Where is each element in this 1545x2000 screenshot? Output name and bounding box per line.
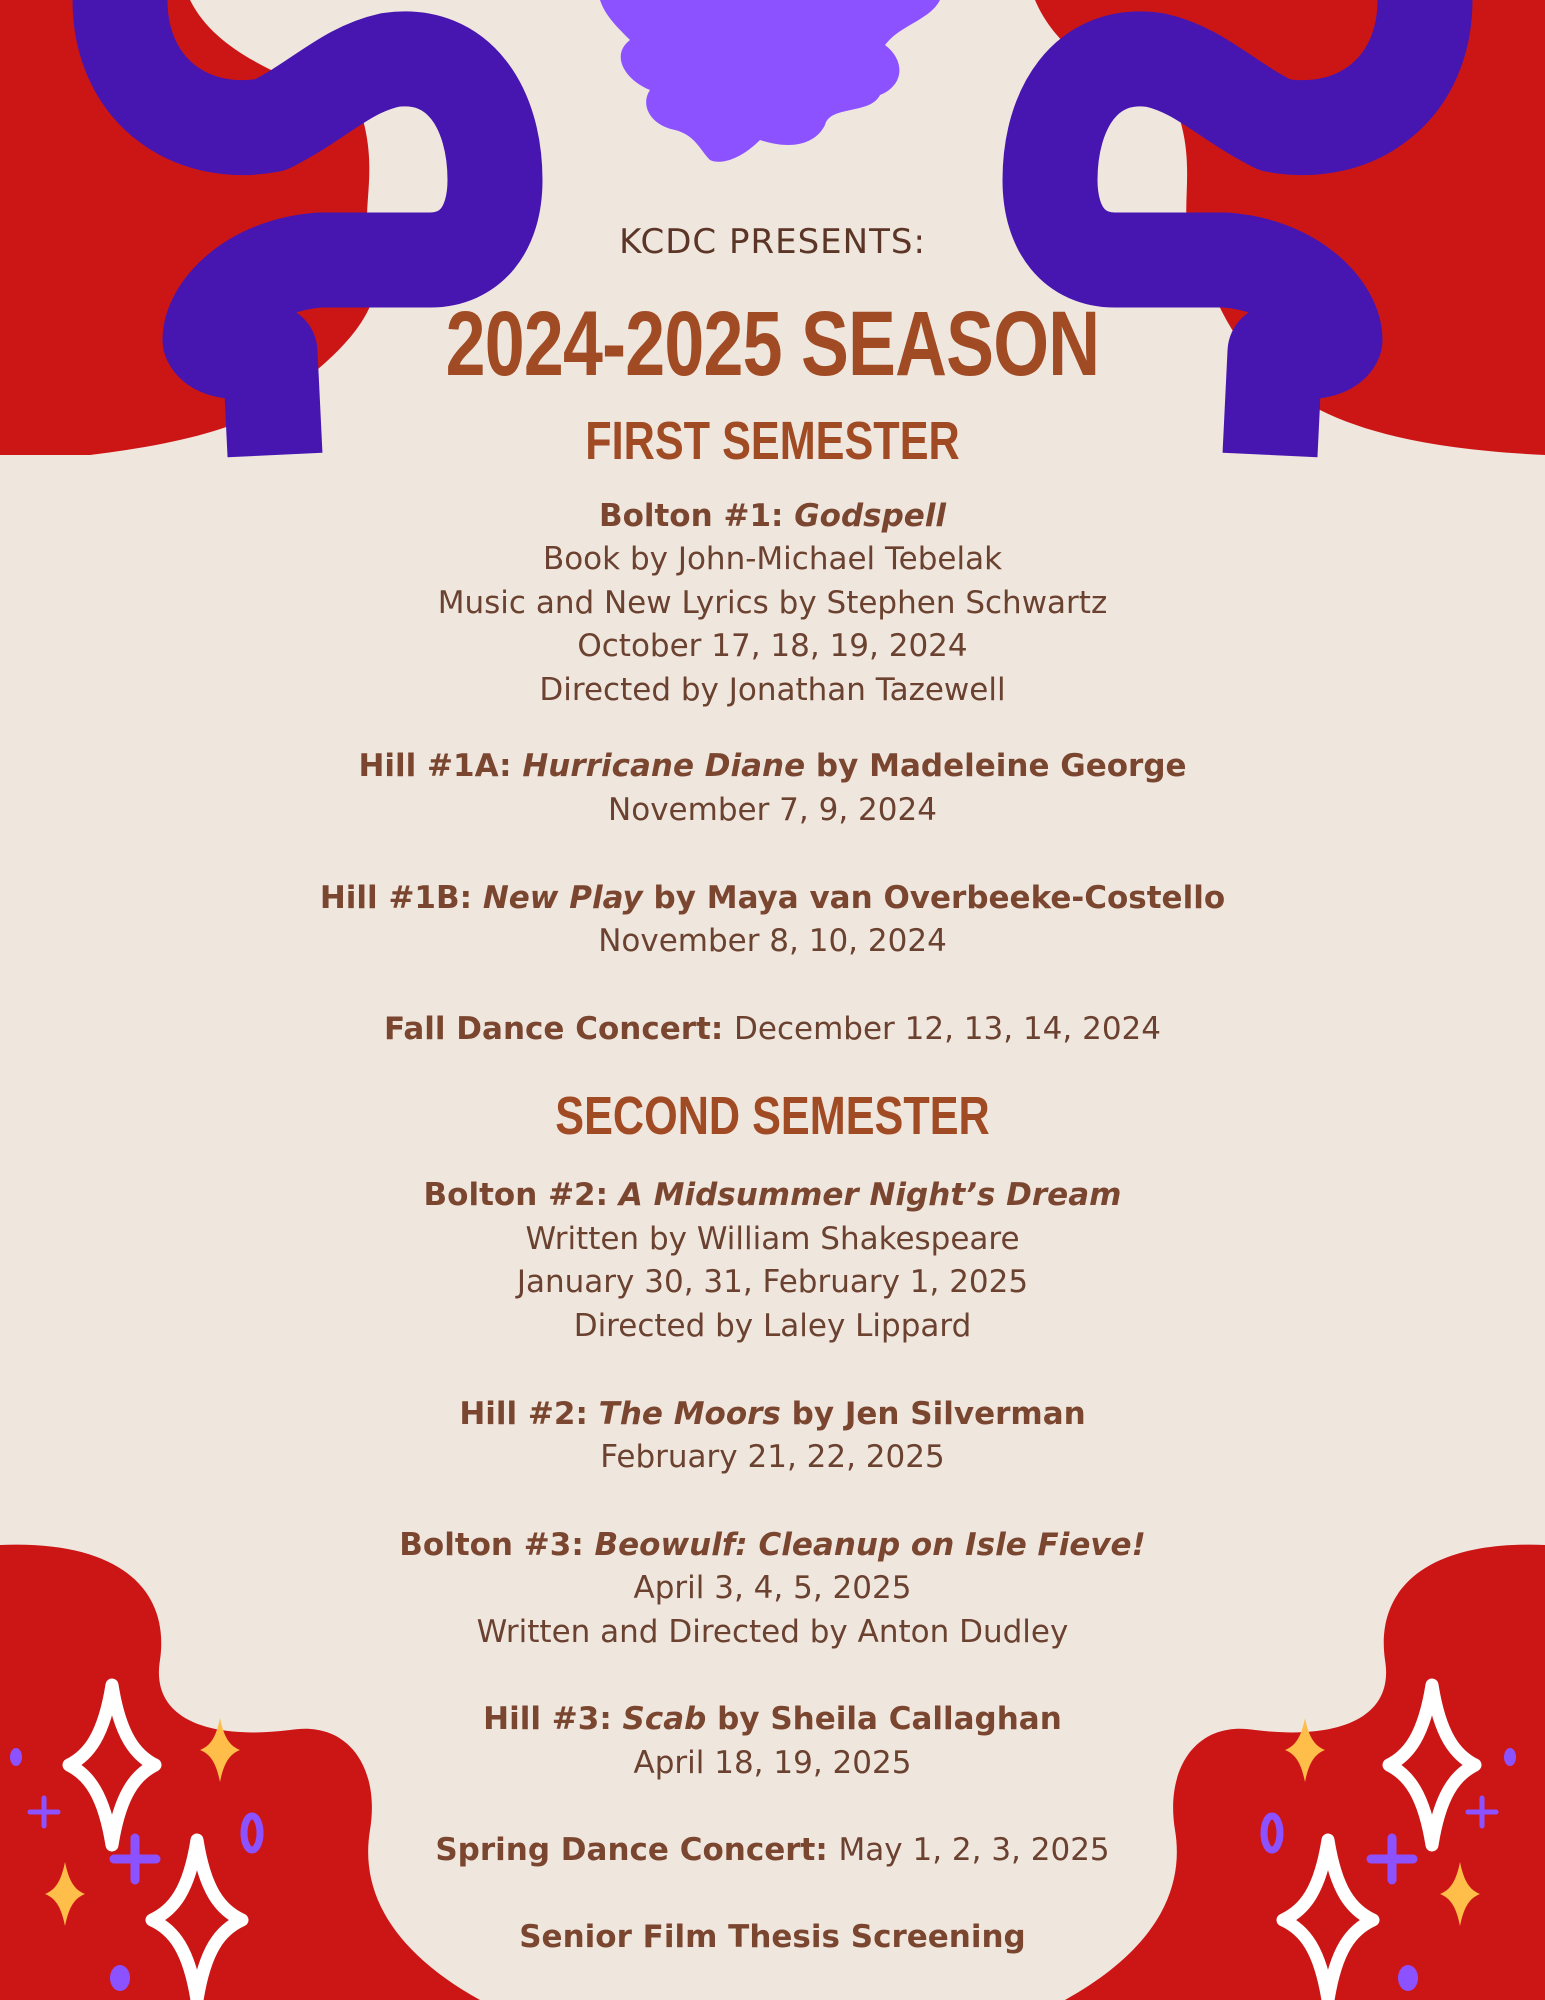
show-label: Bolton #1: [598, 498, 795, 534]
show-dates: May 1, 2, 3, 2025 [838, 1832, 1110, 1868]
show-film-screening [0, 1919, 1545, 1955]
second-semester-heading: SECOND SEMESTER [555, 1086, 990, 1146]
show-dates: November 7, 9, 2024 [608, 792, 937, 828]
show-director: Directed by Laley Lippard [573, 1308, 972, 1344]
show-title: New Play [482, 880, 643, 916]
show-godspell-title [0, 498, 1545, 534]
show-title: Scab [622, 1701, 707, 1737]
show-credit: Music and New Lyrics by Stephen Schwartz [437, 585, 1108, 621]
show-spring-dance [0, 1832, 1545, 1868]
show-fall-dance [0, 1011, 1545, 1047]
dot-violet-icon [110, 1965, 130, 1991]
show-dates: October 17, 18, 19, 2024 [577, 628, 968, 664]
show-label: Fall Dance Concert: [383, 1011, 735, 1047]
show-label: Hill #1B: [319, 880, 483, 916]
show-scab-title [0, 1701, 1545, 1737]
show-label: Spring Dance Concert: [435, 1832, 839, 1868]
show-credit: Book by John-Michael Tebelak [542, 541, 1003, 577]
show-label: Hill #2: [459, 1396, 599, 1432]
dot-violet-icon [1398, 1965, 1418, 1991]
show-credit: Written by William Shakespeare [525, 1221, 1020, 1257]
show-credit: Written and Directed by Anton Dudley [476, 1614, 1069, 1650]
show-dates: January 30, 31, February 1, 2025 [516, 1264, 1029, 1300]
show-dates: December 12, 13, 14, 2024 [734, 1011, 1162, 1047]
show-title: The Moors [598, 1396, 781, 1432]
show-title: Beowulf: Cleanup on Isle Fieve! [594, 1527, 1146, 1563]
presents-line: KCDC PRESENTS: [619, 222, 926, 262]
show-label: Senior Film Thesis Screening [519, 1919, 1026, 1955]
show-dates: April 18, 19, 2025 [633, 1745, 912, 1781]
show-title: A Midsummer Night’s Dream [618, 1177, 1122, 1213]
show-author: by Madeleine George [805, 748, 1187, 784]
show-label: Bolton #3: [399, 1527, 595, 1563]
season-title: 2024-2025 SEASON [445, 293, 1100, 395]
show-beowulf-title [0, 1527, 1545, 1563]
show-moors-title [0, 1396, 1545, 1432]
show-director: Directed by Jonathan Tazewell [539, 672, 1006, 708]
violet-starburst [600, 0, 940, 162]
show-title: Hurricane Diane [522, 748, 806, 784]
show-midsummer-title [0, 1177, 1545, 1213]
show-dates: November 8, 10, 2024 [598, 923, 947, 959]
show-title: Godspell [794, 498, 947, 534]
show-author: by Sheila Callaghan [706, 1701, 1062, 1737]
show-label: Bolton #2: [423, 1177, 619, 1213]
show-new-play-title [0, 880, 1545, 916]
show-author: by Jen Silverman [780, 1396, 1086, 1432]
show-label: Hill #3: [483, 1701, 623, 1737]
show-dates: February 21, 22, 2025 [600, 1439, 945, 1475]
show-label: Hill #1A: [358, 748, 523, 784]
show-dates: April 3, 4, 5, 2025 [633, 1570, 912, 1606]
show-author: by Maya van Overbeeke-Costello [642, 880, 1226, 916]
first-semester-heading: FIRST SEMESTER [585, 411, 960, 471]
show-hurricane-title [0, 748, 1545, 784]
